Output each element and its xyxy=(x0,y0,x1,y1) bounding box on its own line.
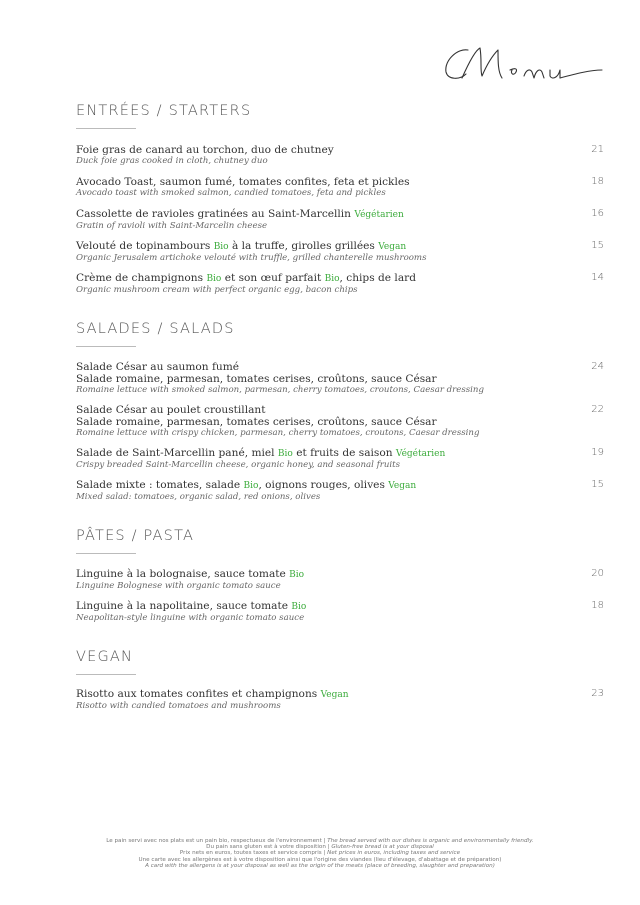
section-title: SALADES / SALADS xyxy=(76,321,235,337)
section-title: ENTRÉES / STARTERS xyxy=(76,103,252,119)
section-divider xyxy=(76,128,136,129)
pasta-list xyxy=(76,568,604,628)
item-name-fr: Avocado Toast, saumon fumé, tomates confites, feta et pickles xyxy=(76,176,410,188)
bio-tag: Bio xyxy=(243,481,259,491)
item-name-fr: Crème de champignons Bio et son œuf parfait Bio, chips de lard xyxy=(76,272,416,284)
item-name-en: Gratin of ravioli with Saint-Marcelin cheese xyxy=(76,221,268,231)
item-name-en: Mixed salad: tomatoes, organic salad, red onions, olives xyxy=(76,492,321,502)
menu-item xyxy=(76,240,604,264)
section-salads xyxy=(76,321,604,347)
bio-tag: Bio xyxy=(277,449,293,459)
footer-line: Prix nets en euros, toutes taxes et service compris | Net prices in euros, including taxes and service xyxy=(179,850,461,857)
vegetarian-tag: Végétarien xyxy=(395,449,446,459)
item-name-fr: Linguine à la bolognaise, sauce tomate Bio xyxy=(76,568,305,580)
menu-item xyxy=(76,208,604,232)
menu-item xyxy=(76,272,604,296)
item-name-en: Avocado toast with smoked salmon, candied tomatoes, feta and pickles xyxy=(76,188,386,198)
item-name-fr: Salade de Saint-Marcellin pané, miel Bio et fruits de saison Végétarien xyxy=(76,447,446,459)
item-name-fr: Salade César au poulet croustillant xyxy=(76,404,266,416)
menu-script-logo xyxy=(440,40,605,88)
item-desc-fr: Salade romaine, parmesan, tomates cerises, croûtons, sauce César xyxy=(76,373,437,385)
footer-line: Du pain sans gluten est à votre disposition | Gluten-free bread is at your disposal xyxy=(206,844,434,851)
section-divider xyxy=(76,553,136,554)
salads-list xyxy=(76,361,604,511)
item-price: 18 xyxy=(591,176,604,187)
menu-item xyxy=(76,176,604,199)
footer-line: A card with the allergens is at your disposal as well as the origin of the meats (place of breeding, slaughter and preparation) xyxy=(145,862,495,869)
item-name-fr: Linguine à la napolitaine, sauce tomate Bio xyxy=(76,600,307,612)
footer-line: Le pain servi avec nos plats est un pain bio, respectueux de l'environnement | The bread served with our dishes is organic and environmentally friendly. xyxy=(106,838,534,844)
vegan-tag: Vegan xyxy=(378,242,407,252)
bio-tag: Bio xyxy=(289,570,305,580)
bio-tag: Bio xyxy=(206,274,222,284)
item-price: 24 xyxy=(591,361,604,372)
item-price: 18 xyxy=(591,600,604,611)
section-title: VEGAN xyxy=(76,649,134,665)
bio-tag: Bio xyxy=(291,602,307,612)
item-price: 23 xyxy=(591,688,604,699)
item-price: 22 xyxy=(591,404,604,415)
item-name-fr: Velouté de topinambours Bio à la truffe, girolles grillées Vegan xyxy=(76,240,407,252)
menu-item xyxy=(76,568,604,592)
menu-item xyxy=(76,600,604,624)
section-pasta xyxy=(76,528,604,554)
item-name-fr: Cassolette de ravioles gratinées au Saint-Marcellin Végétarien xyxy=(76,208,404,220)
vegan-tag: Vegan xyxy=(388,481,417,491)
menu-item xyxy=(76,404,604,439)
item-price: 15 xyxy=(591,240,604,251)
section-divider xyxy=(76,346,136,347)
item-price: 15 xyxy=(591,479,604,490)
item-name-en: Duck foie gras cooked in cloth, chutney duo xyxy=(76,156,268,166)
vegan-list xyxy=(76,688,604,718)
item-price: 16 xyxy=(591,208,604,219)
item-name-en: Romaine lettuce with smoked salmon, parmesan, cherry tomatoes, croutons, Caesar dressing xyxy=(76,385,484,395)
menu-item xyxy=(76,361,604,396)
menu-item xyxy=(76,479,604,503)
section-vegan xyxy=(76,649,604,675)
footer-line: Une carte avec les allergènes est à votre disposition ainsi que l'origine des viandes (lieu d'élevage, d'abattage et de préparation) xyxy=(138,856,502,863)
vegetarian-tag: Végétarien xyxy=(354,210,404,220)
item-desc-fr: Salade romaine, parmesan, tomates cerises, croûtons, sauce César xyxy=(76,416,437,428)
item-price: 19 xyxy=(591,447,604,458)
item-name-fr: Risotto aux tomates confites et champignons Vegan xyxy=(76,688,349,700)
item-name-fr: Foie gras de canard au torchon, duo de chutney xyxy=(76,144,334,156)
item-name-en: Neapolitan-style linguine with organic tomato sauce xyxy=(76,613,305,623)
menu-item xyxy=(76,688,604,712)
item-name-en: Organic mushroom cream with perfect organic egg, bacon chips xyxy=(76,285,358,295)
item-price: 21 xyxy=(591,144,604,155)
section-starters xyxy=(76,103,604,129)
bio-tag: Bio xyxy=(213,242,229,252)
item-name-en: Risotto with candied tomatoes and mushrooms xyxy=(76,701,281,711)
item-name-en: Organic Jerusalem artichoke velouté with truffle, grilled chanterelle mushrooms xyxy=(76,253,427,263)
item-name-fr: Salade César au saumon fumé xyxy=(76,361,240,373)
item-price: 20 xyxy=(591,568,604,579)
bio-tag: Bio xyxy=(324,274,340,284)
item-name-en: Romaine lettuce with crispy chicken, parmesan, cherry tomatoes, croutons, Caesar dressing xyxy=(76,428,480,438)
item-name-en: Crispy breaded Saint-Marcellin cheese, organic honey, and seasonal fruits xyxy=(76,460,401,470)
item-price: 14 xyxy=(591,272,604,283)
starters-list xyxy=(76,144,604,304)
section-title: PÂTES / PASTA xyxy=(76,528,195,544)
item-name-en: Linguine Bolognese with organic tomato sauce xyxy=(76,581,281,591)
footer-notes xyxy=(40,838,600,869)
menu-item xyxy=(76,447,604,471)
menu-item xyxy=(76,144,604,167)
vegan-tag: Vegan xyxy=(320,690,349,700)
item-name-fr: Salade mixte : tomates, salade Bio, oignons rouges, olives Vegan xyxy=(76,479,417,491)
section-divider xyxy=(76,674,136,675)
